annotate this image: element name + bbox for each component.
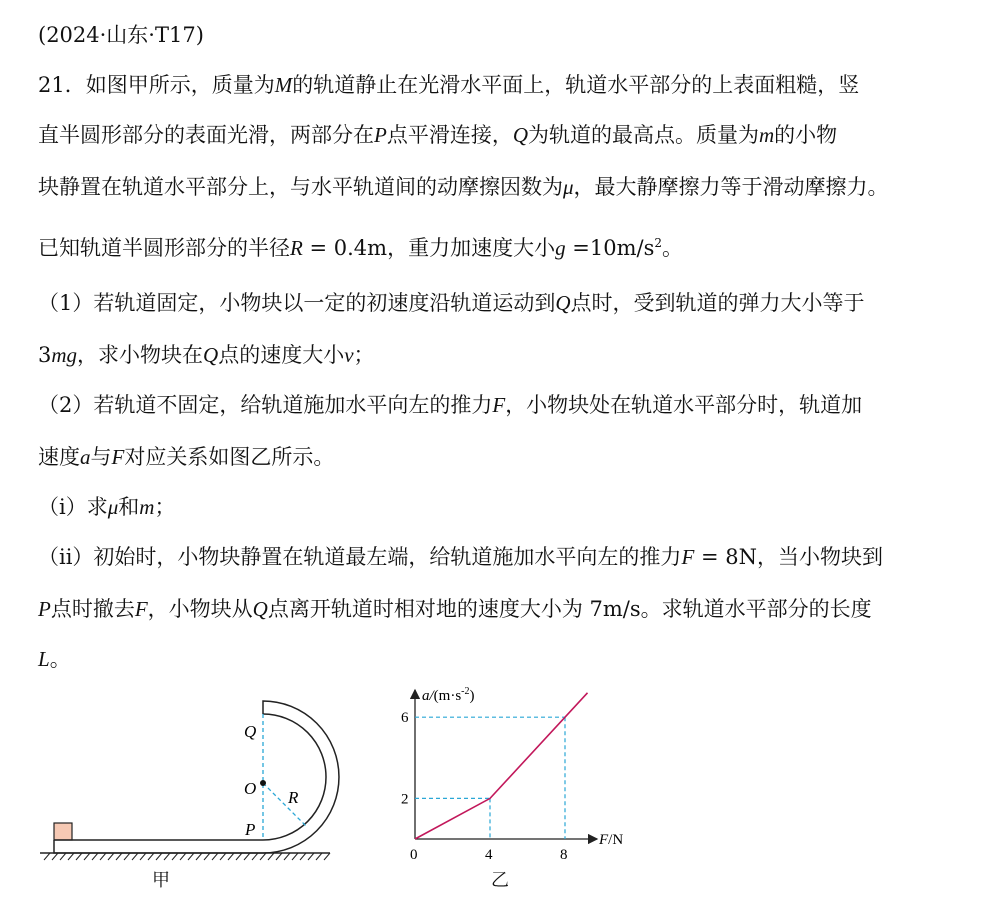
hatch-mark — [196, 853, 202, 860]
hatch-mark — [164, 853, 170, 860]
text: 。 — [49, 647, 71, 671]
hatch-mark — [76, 853, 82, 860]
radius-dash — [263, 783, 306, 826]
var-mu: μ — [563, 175, 574, 199]
text: 直半圆形部分的表面光滑，两部分在 — [38, 123, 374, 147]
var-Q: Q — [252, 597, 268, 621]
hatch-mark — [260, 853, 266, 860]
track-diagram — [38, 690, 348, 890]
exponent: 2 — [654, 236, 662, 250]
label-O: O — [244, 779, 257, 798]
series-a-F — [415, 693, 588, 839]
line-11 — [38, 594, 872, 624]
var-v: v — [344, 343, 354, 367]
var-F: F — [681, 545, 695, 569]
hatch-mark — [212, 853, 218, 860]
text: ，求小物块在 — [77, 343, 204, 367]
var-M: M — [274, 73, 293, 97]
text: ； — [353, 343, 375, 367]
text: = 0.4m，重力加速度大小 — [302, 236, 556, 260]
text: 3 — [38, 343, 52, 367]
hatch-mark — [188, 853, 194, 860]
var-P: P — [38, 597, 51, 621]
hatch-mark — [300, 853, 306, 860]
hatch-mark — [108, 853, 114, 860]
caption-yi: 乙 — [491, 870, 509, 891]
text: （1）若轨道固定，小物块以一定的初速度沿轨道运动到 — [38, 291, 556, 315]
var-a: a — [80, 445, 91, 469]
hatch-mark — [140, 853, 146, 860]
hatch-mark — [268, 853, 274, 860]
x-axis-label: F/N — [599, 832, 624, 848]
hatch-mark — [236, 853, 242, 860]
var-Q: Q — [203, 343, 219, 367]
text: 块静置在轨道水平部分上，与水平轨道间的动摩擦因数为 — [38, 175, 563, 199]
text: 速度 — [38, 445, 80, 469]
var-F: F — [111, 445, 125, 469]
text: ，最大静摩擦力等于滑动摩擦力。 — [573, 175, 889, 199]
text: = 8N，当小物块到 — [694, 545, 883, 569]
hatch-mark — [52, 853, 58, 860]
text: 对应关系如图乙所示。 — [124, 445, 335, 469]
text: 21．如图甲所示，质量为 — [38, 73, 275, 97]
hatch-mark — [324, 853, 330, 860]
x-tick-label: 0 — [410, 847, 418, 863]
y-tick-label: 2 — [401, 791, 409, 808]
line-4 — [38, 228, 683, 263]
var-mg: mg — [51, 343, 78, 367]
text: 和 — [118, 495, 140, 519]
line-9 — [38, 492, 175, 522]
hatch-mark — [244, 853, 250, 860]
y-tick-label: 6 — [401, 710, 409, 727]
var-F: F — [492, 393, 506, 417]
line-1 — [38, 70, 859, 100]
hatch-mark — [116, 853, 122, 860]
hatch-mark — [84, 853, 90, 860]
var-Q: Q — [512, 123, 528, 147]
hatch-mark — [172, 853, 178, 860]
text: =10m/s — [565, 236, 655, 260]
text: （i）求 — [38, 495, 108, 519]
hatch-mark — [284, 853, 290, 860]
hatch-mark — [252, 853, 258, 860]
problem-header: (2024·山东·T17) — [38, 23, 204, 47]
line-10 — [38, 542, 883, 572]
text: 的轨道静止在光滑水平面上，轨道水平部分的上表面粗糙，竖 — [292, 73, 860, 97]
text: 与 — [90, 445, 112, 469]
hatch-mark — [44, 853, 50, 860]
var-F: F — [134, 597, 148, 621]
line-12 — [38, 644, 71, 674]
line-5 — [38, 288, 865, 318]
hatch-mark — [132, 853, 138, 860]
var-L: L — [38, 647, 50, 671]
line-8 — [38, 442, 334, 472]
text: 点时，受到轨道的弹力大小等于 — [570, 291, 865, 315]
line-7 — [38, 390, 862, 420]
hatch-mark — [156, 853, 162, 860]
text: 。 — [662, 236, 683, 260]
var-mu: μ — [107, 495, 119, 519]
hatch-mark — [220, 853, 226, 860]
text: 点时撤去 — [50, 597, 135, 621]
text: 点的速度大小 — [218, 343, 345, 367]
var-R: R — [290, 236, 303, 260]
line-6 — [38, 340, 375, 370]
hatch-mark — [316, 853, 322, 860]
text: 已知轨道半圆形部分的半径 — [38, 236, 290, 260]
track-inner-path — [54, 714, 326, 840]
text: 点离开轨道时相对地的速度大小为 7m/s。求轨道水平部分的长度 — [267, 597, 872, 621]
hatch-mark — [60, 853, 66, 860]
var-g: g — [555, 236, 566, 260]
ground-hatch — [44, 853, 330, 860]
text: （ii）初始时，小物块静置在轨道最左端，给轨道施加水平向左的推力 — [38, 545, 682, 569]
var-P: P — [374, 123, 387, 147]
hatch-mark — [228, 853, 234, 860]
text: 的小物 — [774, 123, 838, 147]
text: 为轨道的最高点。质量为 — [528, 123, 759, 147]
hatch-mark — [180, 853, 186, 860]
center-point — [260, 780, 266, 786]
text: ，小物块处在轨道水平部分时，轨道加 — [505, 393, 863, 417]
hatch-mark — [148, 853, 154, 860]
y-axis-label: $a/(m\cdot s^{-2})$ — [422, 686, 475, 704]
var-m: m — [759, 123, 775, 147]
label-P: P — [245, 820, 256, 839]
hatch-mark — [204, 853, 210, 860]
small-block — [54, 823, 72, 840]
text: 点平滑连接， — [386, 123, 513, 147]
hatch-mark — [124, 853, 130, 860]
line-3 — [38, 172, 889, 202]
hatch-mark — [92, 853, 98, 860]
hatch-mark — [68, 853, 74, 860]
text: （2）若轨道不固定，给轨道施加水平向左的推力 — [38, 393, 493, 417]
x-tick-label: 8 — [560, 847, 568, 863]
text: ； — [154, 495, 176, 519]
hatch-mark — [292, 853, 298, 860]
text: ，小物块从 — [147, 597, 253, 621]
af-chart — [392, 686, 632, 886]
hatch-mark — [308, 853, 314, 860]
hatch-mark — [276, 853, 282, 860]
label-R: R — [288, 788, 299, 807]
label-Q: Q — [244, 722, 257, 741]
var-Q: Q — [555, 291, 571, 315]
var-m: m — [139, 495, 155, 519]
caption-jia: 甲 — [152, 870, 170, 891]
hatch-mark — [100, 853, 106, 860]
x-tick-label: 4 — [485, 847, 493, 863]
line-2 — [38, 120, 837, 150]
